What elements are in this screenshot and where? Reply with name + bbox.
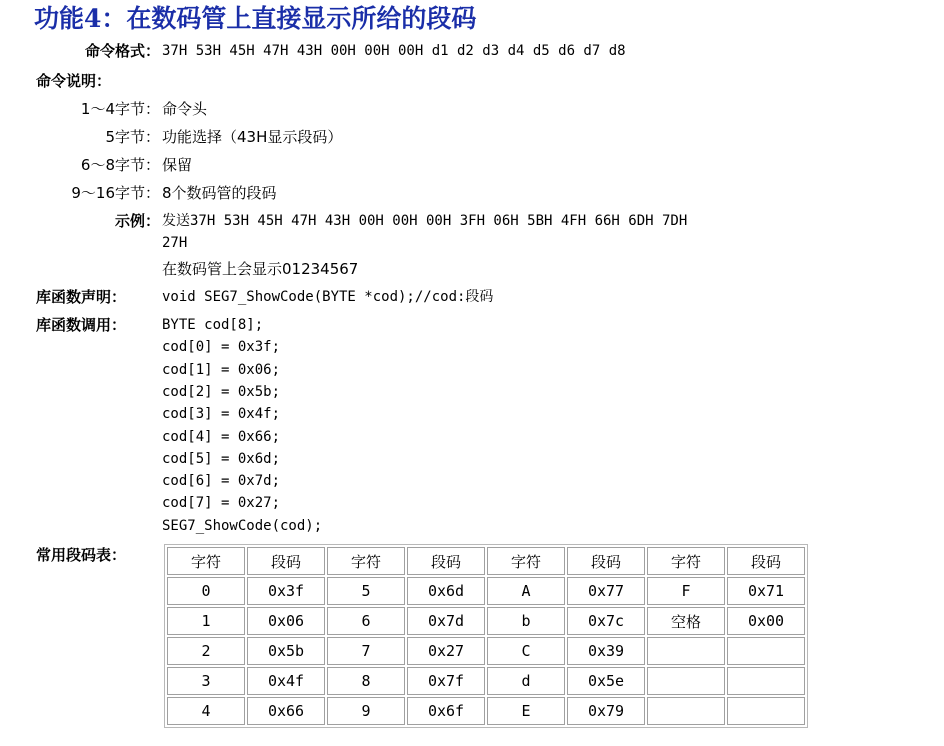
table-cell: A — [487, 577, 565, 605]
code-line: cod[6] = 0x7d; — [162, 473, 281, 490]
table-cell: 0x3f — [247, 577, 325, 605]
table-cell: 0 — [167, 577, 245, 605]
code-line: cod[5] = 0x6d; — [162, 450, 281, 467]
table-cell: 字符 — [647, 547, 725, 575]
table-row — [167, 667, 805, 695]
table-cell — [727, 697, 805, 725]
code-line: cod[3] = 0x4f; — [162, 406, 281, 423]
table-cell: 0x6d — [407, 577, 485, 605]
code-line: cod[1] = 0x06; — [162, 361, 281, 378]
table-cell: 1 — [167, 607, 245, 635]
table-row — [167, 577, 805, 605]
table-cell — [727, 667, 805, 695]
table-cell: 段码 — [247, 547, 325, 575]
table-cell: 0x4f — [247, 667, 325, 695]
table-cell: 空格 — [647, 607, 725, 635]
table-cell: 0x79 — [567, 697, 645, 725]
table-row — [167, 607, 805, 635]
table-cell: 字符 — [167, 547, 245, 575]
table-cell: 3 — [167, 667, 245, 695]
code-line: cod[2] = 0x5b; — [162, 383, 281, 400]
example-label: 示例： — [114, 212, 160, 230]
table-cell: 0x06 — [247, 607, 325, 635]
table-cell: C — [487, 637, 565, 665]
decl-value: void SEG7_ShowCode(BYTE *cod);//cod:段码 — [162, 289, 494, 305]
table-cell: 段码 — [407, 547, 485, 575]
table-cell: 0x27 — [407, 637, 485, 665]
byte-3-label: 6～8字节： — [80, 156, 160, 174]
page-title: 功能4：在数码管上直接显示所给的段码 — [34, 4, 477, 33]
table-cell: 段码 — [727, 547, 805, 575]
table-cell: 7 — [327, 637, 405, 665]
cmd-format-value: 37H 53H 45H 47H 43H 00H 00H 00H d1 d2 d3 d4 d5 d6 d7 d8 — [162, 43, 626, 59]
table-cell: 0x7d — [407, 607, 485, 635]
table-cell: 0x7c — [567, 607, 645, 635]
code-line: cod[7] = 0x27; — [162, 495, 281, 512]
code-line: cod[4] = 0x66; — [162, 428, 281, 445]
table-cell: 0x5b — [247, 637, 325, 665]
table-cell: 2 — [167, 637, 245, 665]
byte-1-label: 1～4字节： — [80, 100, 160, 118]
code-line: BYTE cod[8]; — [162, 317, 264, 333]
table-cell: b — [487, 607, 565, 635]
byte-1-value: 命令头 — [162, 100, 208, 118]
table-cell: 0x6f — [407, 697, 485, 725]
table-cell: 0x77 — [567, 577, 645, 605]
table-cell: E — [487, 697, 565, 725]
table-cell: 9 — [327, 697, 405, 725]
byte-4-label: 9～16字节： — [71, 184, 160, 202]
table-row — [167, 697, 805, 725]
table-cell: 4 — [167, 697, 245, 725]
segment-code-table — [164, 544, 808, 728]
table-cell: 段码 — [567, 547, 645, 575]
table-header-row — [167, 547, 805, 575]
code-line: cod[0] = 0x3f; — [162, 339, 281, 356]
example-line-3: 在数码管上会显示01234567 — [162, 260, 359, 278]
table-cell: 6 — [327, 607, 405, 635]
table-cell: 字符 — [327, 547, 405, 575]
table-cell — [647, 637, 725, 665]
table-cell: 0x00 — [727, 607, 805, 635]
byte-2-label: 5字节： — [105, 128, 160, 146]
table-cell: d — [487, 667, 565, 695]
table-cell: 0x5e — [567, 667, 645, 695]
byte-3-value: 保留 — [162, 156, 193, 174]
table-cell: 8 — [327, 667, 405, 695]
table-cell: 0x71 — [727, 577, 805, 605]
table-cell: 0x7f — [407, 667, 485, 695]
table-cell — [727, 637, 805, 665]
table-cell — [647, 667, 725, 695]
table-cell: 字符 — [487, 547, 565, 575]
byte-4-value: 8个数码管的段码 — [162, 184, 277, 202]
table-cell: F — [647, 577, 725, 605]
call-label: 库函数调用： — [36, 316, 127, 334]
decl-label: 库函数声明： — [36, 288, 127, 306]
table-cell: 0x66 — [247, 697, 325, 725]
example-line-1: 发送37H 53H 45H 47H 43H 00H 00H 00H 3FH 06H 5BH 4FH 66H 6DH 7DH — [162, 213, 688, 229]
table-cell: 5 — [327, 577, 405, 605]
table-cell — [647, 697, 725, 725]
byte-2-value: 功能选择（43H显示段码） — [162, 128, 343, 146]
code-line: SEG7_ShowCode(cod); — [162, 517, 323, 534]
table-cell: 0x39 — [567, 637, 645, 665]
table-label: 常用段码表： — [36, 546, 127, 564]
table-row — [167, 637, 805, 665]
example-line-2: 27H — [162, 235, 188, 251]
cmd-format-label: 命令格式： — [84, 42, 160, 60]
cmd-desc-label: 命令说明： — [36, 72, 112, 90]
